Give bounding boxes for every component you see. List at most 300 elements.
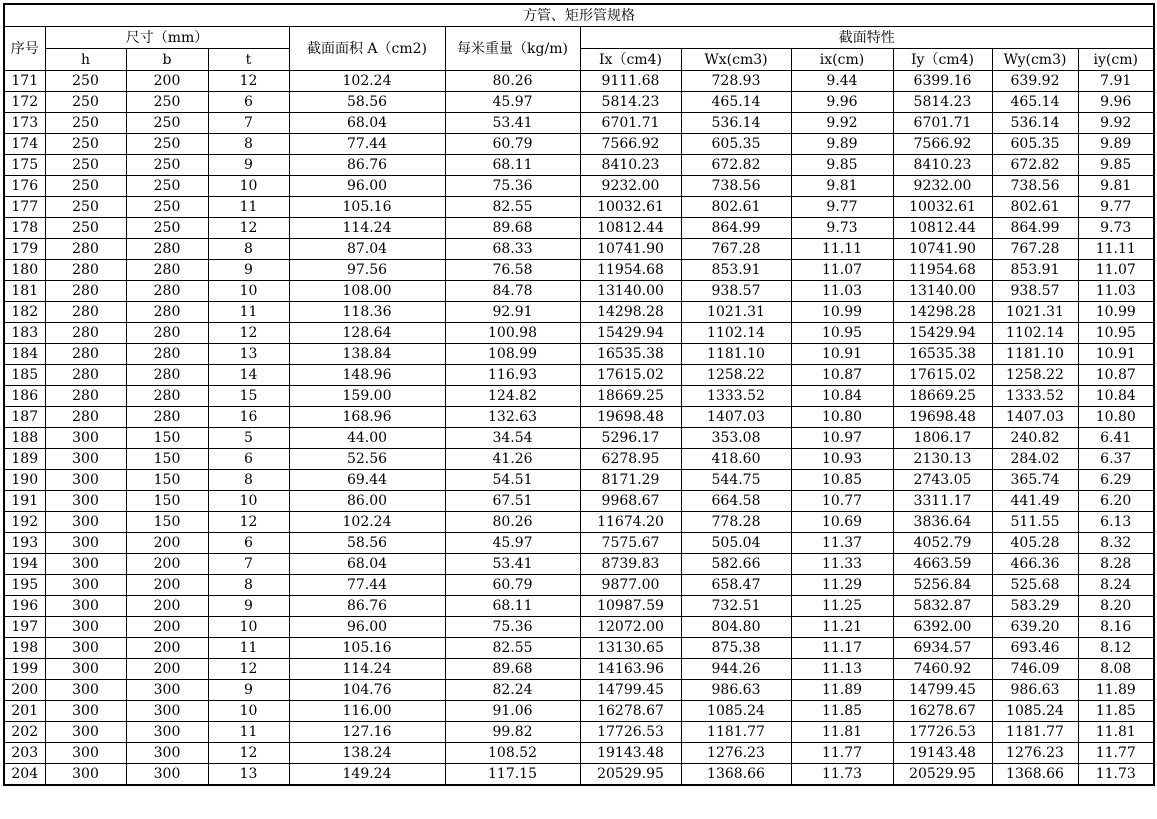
cell-t: 7 [208,113,289,134]
table-row [4,260,1154,281]
cell-b: 150 [126,449,208,470]
cell-b: 280 [126,323,208,344]
cell-h: 250 [45,92,126,113]
cell-ix-radius: 11.25 [791,596,893,617]
cell-iy-radius: 8.28 [1078,554,1154,575]
table-row [4,449,1154,470]
cell-b: 280 [126,365,208,386]
cell-ix-moment: 10741.90 [580,239,681,260]
cell-ix-radius: 10.84 [791,386,893,407]
table-row [4,554,1154,575]
cell-b: 150 [126,512,208,533]
cell-weight: 75.36 [445,176,580,197]
cell-ix-moment: 19143.48 [580,743,681,764]
cell-b: 280 [126,281,208,302]
cell-ix-moment: 17726.53 [580,722,681,743]
cell-h: 280 [45,302,126,323]
cell-weight: 68.11 [445,596,580,617]
cell-ix-moment: 17615.02 [580,365,681,386]
cell-ix-radius: 11.03 [791,281,893,302]
cell-seq: 192 [4,512,45,533]
cell-iy-moment: 16278.67 [893,701,992,722]
cell-wy: 1333.52 [992,386,1078,407]
cell-wy: 1407.03 [992,407,1078,428]
cell-area: 108.00 [289,281,445,302]
cell-iy-moment: 6701.71 [893,113,992,134]
cell-b: 280 [126,302,208,323]
cell-area: 148.96 [289,365,445,386]
cell-t: 11 [208,638,289,659]
cell-area: 96.00 [289,617,445,638]
cell-iy-radius: 10.84 [1078,386,1154,407]
cell-h: 250 [45,176,126,197]
cell-b: 300 [126,680,208,701]
cell-area: 114.24 [289,659,445,680]
cell-weight: 99.82 [445,722,580,743]
cell-iy-radius: 6.29 [1078,470,1154,491]
cell-ix-moment: 10987.59 [580,596,681,617]
cell-wx: 1258.22 [681,365,791,386]
cell-ix-radius: 9.81 [791,176,893,197]
cell-ix-radius: 9.92 [791,113,893,134]
table-row [4,533,1154,554]
cell-area: 77.44 [289,575,445,596]
pipe-spec-table [3,3,1155,786]
table-row [4,617,1154,638]
cell-weight: 60.79 [445,134,580,155]
cell-iy-radius: 11.89 [1078,680,1154,701]
cell-b: 200 [126,659,208,680]
cell-h: 250 [45,155,126,176]
cell-wx: 544.75 [681,470,791,491]
cell-wx: 1276.23 [681,743,791,764]
cell-t: 10 [208,491,289,512]
cell-iy-radius: 8.20 [1078,596,1154,617]
cell-wy: 466.36 [992,554,1078,575]
cell-wx: 778.28 [681,512,791,533]
cell-iy-radius: 11.07 [1078,260,1154,281]
cell-weight: 67.51 [445,491,580,512]
cell-seq: 179 [4,239,45,260]
cell-b: 300 [126,722,208,743]
cell-ix-radius: 10.69 [791,512,893,533]
cell-wy: 465.14 [992,92,1078,113]
cell-ix-radius: 10.93 [791,449,893,470]
cell-iy-radius: 9.92 [1078,113,1154,134]
header-props-group: 截面特性 [580,27,1154,49]
cell-wy: 693.46 [992,638,1078,659]
cell-t: 14 [208,365,289,386]
cell-iy-radius: 10.91 [1078,344,1154,365]
cell-iy-radius: 11.03 [1078,281,1154,302]
cell-ix-radius: 10.99 [791,302,893,323]
cell-b: 250 [126,134,208,155]
table-row [4,407,1154,428]
cell-seq: 203 [4,743,45,764]
cell-h: 250 [45,71,126,92]
cell-iy-moment: 3311.17 [893,491,992,512]
header-wy: Wy(cm3) [992,49,1078,71]
cell-wx: 505.04 [681,533,791,554]
cell-iy-radius: 10.99 [1078,302,1154,323]
header-seq: 序号 [4,27,45,71]
cell-wy: 1181.10 [992,344,1078,365]
cell-ix-radius: 10.91 [791,344,893,365]
cell-ix-moment: 13130.65 [580,638,681,659]
cell-seq: 198 [4,638,45,659]
cell-t: 9 [208,680,289,701]
cell-t: 11 [208,197,289,218]
cell-t: 12 [208,323,289,344]
table-title: 方管、矩形管规格 [4,4,1154,27]
cell-weight: 91.06 [445,701,580,722]
cell-area: 87.04 [289,239,445,260]
cell-area: 102.24 [289,512,445,533]
cell-wx: 658.47 [681,575,791,596]
cell-iy-moment: 17615.02 [893,365,992,386]
cell-wy: 536.14 [992,113,1078,134]
cell-ix-moment: 10032.61 [580,197,681,218]
cell-weight: 82.55 [445,197,580,218]
cell-ix-moment: 14799.45 [580,680,681,701]
cell-seq: 204 [4,764,45,786]
table-row [4,491,1154,512]
cell-wy: 284.02 [992,449,1078,470]
cell-wx: 664.58 [681,491,791,512]
cell-ix-moment: 9111.68 [580,71,681,92]
cell-ix-radius: 11.81 [791,722,893,743]
cell-ix-moment: 12072.00 [580,617,681,638]
cell-wy: 525.68 [992,575,1078,596]
table-row [4,575,1154,596]
cell-weight: 92.91 [445,302,580,323]
cell-wy: 853.91 [992,260,1078,281]
cell-weight: 60.79 [445,575,580,596]
cell-iy-moment: 20529.95 [893,764,992,786]
cell-iy-radius: 9.81 [1078,176,1154,197]
cell-t: 6 [208,449,289,470]
cell-weight: 45.97 [445,533,580,554]
cell-iy-radius: 6.20 [1078,491,1154,512]
cell-h: 280 [45,260,126,281]
cell-h: 300 [45,659,126,680]
cell-ix-radius: 11.85 [791,701,893,722]
cell-iy-moment: 14298.28 [893,302,992,323]
cell-ix-moment: 20529.95 [580,764,681,786]
cell-iy-moment: 2130.13 [893,449,992,470]
cell-weight: 108.52 [445,743,580,764]
cell-b: 200 [126,554,208,575]
table-row [4,134,1154,155]
cell-weight: 89.68 [445,659,580,680]
cell-b: 280 [126,344,208,365]
cell-ix-moment: 7575.67 [580,533,681,554]
cell-t: 8 [208,239,289,260]
cell-t: 13 [208,344,289,365]
cell-wx: 672.82 [681,155,791,176]
cell-seq: 201 [4,701,45,722]
cell-wx: 875.38 [681,638,791,659]
cell-h: 250 [45,113,126,134]
cell-area: 86.00 [289,491,445,512]
table-row [4,365,1154,386]
cell-iy-radius: 11.11 [1078,239,1154,260]
cell-ix-radius: 11.29 [791,575,893,596]
header-size-group: 尺寸（mm） [45,27,289,49]
cell-ix-moment: 11954.68 [580,260,681,281]
table-body [4,71,1154,786]
cell-h: 280 [45,239,126,260]
cell-weight: 68.33 [445,239,580,260]
cell-wy: 938.57 [992,281,1078,302]
cell-iy-moment: 6392.00 [893,617,992,638]
cell-b: 150 [126,491,208,512]
table-row [4,638,1154,659]
cell-wy: 583.29 [992,596,1078,617]
cell-wx: 1333.52 [681,386,791,407]
cell-area: 104.76 [289,680,445,701]
cell-h: 300 [45,470,126,491]
cell-iy-radius: 8.16 [1078,617,1154,638]
cell-seq: 189 [4,449,45,470]
cell-wy: 1021.31 [992,302,1078,323]
cell-seq: 183 [4,323,45,344]
cell-wx: 864.99 [681,218,791,239]
header-iy-moment: Iy（cm4) [893,49,992,71]
cell-wx: 1407.03 [681,407,791,428]
cell-ix-moment: 19698.48 [580,407,681,428]
header-ix-radius: ix(cm) [791,49,893,71]
cell-seq: 191 [4,491,45,512]
cell-seq: 195 [4,575,45,596]
cell-iy-radius: 9.89 [1078,134,1154,155]
cell-wy: 1276.23 [992,743,1078,764]
cell-area: 105.16 [289,638,445,659]
cell-h: 300 [45,596,126,617]
cell-ix-radius: 11.73 [791,764,893,786]
cell-h: 300 [45,428,126,449]
table-row [4,281,1154,302]
cell-ix-moment: 16535.38 [580,344,681,365]
cell-weight: 53.41 [445,554,580,575]
cell-wx: 732.51 [681,596,791,617]
cell-area: 97.56 [289,260,445,281]
cell-wx: 767.28 [681,239,791,260]
cell-seq: 186 [4,386,45,407]
cell-h: 300 [45,533,126,554]
cell-t: 12 [208,71,289,92]
cell-iy-moment: 5832.87 [893,596,992,617]
cell-h: 280 [45,344,126,365]
cell-wy: 746.09 [992,659,1078,680]
cell-weight: 75.36 [445,617,580,638]
cell-ix-moment: 6278.95 [580,449,681,470]
cell-iy-radius: 11.81 [1078,722,1154,743]
table-row [4,722,1154,743]
table-row [4,344,1154,365]
cell-seq: 181 [4,281,45,302]
cell-area: 102.24 [289,71,445,92]
cell-t: 16 [208,407,289,428]
cell-area: 138.24 [289,743,445,764]
cell-t: 15 [208,386,289,407]
cell-iy-radius: 11.85 [1078,701,1154,722]
cell-wx: 853.91 [681,260,791,281]
cell-ix-moment: 8410.23 [580,155,681,176]
cell-area: 118.36 [289,302,445,323]
cell-iy-moment: 10812.44 [893,218,992,239]
cell-ix-radius: 10.77 [791,491,893,512]
cell-b: 250 [126,92,208,113]
cell-ix-moment: 8739.83 [580,554,681,575]
header-ix-moment: Ix（cm4) [580,49,681,71]
cell-t: 10 [208,281,289,302]
cell-area: 105.16 [289,197,445,218]
cell-weight: 132.63 [445,407,580,428]
cell-iy-moment: 4663.59 [893,554,992,575]
cell-iy-radius: 8.24 [1078,575,1154,596]
cell-weight: 84.78 [445,281,580,302]
cell-iy-moment: 17726.53 [893,722,992,743]
cell-iy-moment: 10032.61 [893,197,992,218]
cell-iy-moment: 8410.23 [893,155,992,176]
cell-h: 300 [45,638,126,659]
cell-weight: 80.26 [445,71,580,92]
cell-wx: 418.60 [681,449,791,470]
cell-seq: 174 [4,134,45,155]
cell-iy-radius: 11.73 [1078,764,1154,786]
cell-ix-radius: 9.44 [791,71,893,92]
table-row [4,470,1154,491]
cell-b: 200 [126,575,208,596]
cell-iy-moment: 7460.92 [893,659,992,680]
cell-wy: 1181.77 [992,722,1078,743]
cell-t: 12 [208,512,289,533]
cell-b: 200 [126,617,208,638]
cell-ix-radius: 11.13 [791,659,893,680]
cell-t: 12 [208,743,289,764]
cell-area: 68.04 [289,554,445,575]
cell-ix-radius: 11.77 [791,743,893,764]
cell-iy-moment: 7566.92 [893,134,992,155]
table-row [4,323,1154,344]
cell-b: 250 [126,176,208,197]
cell-iy-moment: 18669.25 [893,386,992,407]
cell-seq: 185 [4,365,45,386]
cell-wx: 1181.77 [681,722,791,743]
cell-b: 150 [126,428,208,449]
cell-iy-radius: 9.85 [1078,155,1154,176]
cell-iy-radius: 8.08 [1078,659,1154,680]
cell-wx: 1368.66 [681,764,791,786]
cell-wx: 944.26 [681,659,791,680]
cell-ix-radius: 9.85 [791,155,893,176]
cell-area: 69.44 [289,470,445,491]
cell-ix-moment: 5296.17 [580,428,681,449]
cell-iy-moment: 10741.90 [893,239,992,260]
cell-ix-radius: 9.73 [791,218,893,239]
cell-iy-radius: 7.91 [1078,71,1154,92]
cell-iy-radius: 6.41 [1078,428,1154,449]
cell-ix-moment: 16278.67 [580,701,681,722]
cell-ix-moment: 8171.29 [580,470,681,491]
cell-t: 6 [208,533,289,554]
cell-ix-radius: 11.37 [791,533,893,554]
cell-weight: 54.51 [445,470,580,491]
cell-weight: 41.26 [445,449,580,470]
cell-h: 300 [45,449,126,470]
cell-t: 5 [208,428,289,449]
cell-h: 300 [45,512,126,533]
cell-seq: 171 [4,71,45,92]
cell-wy: 1368.66 [992,764,1078,786]
table-row [4,596,1154,617]
header-area: 截面面积 A（cm2) [289,27,445,71]
cell-wx: 1181.10 [681,344,791,365]
cell-t: 12 [208,218,289,239]
cell-seq: 197 [4,617,45,638]
cell-weight: 89.68 [445,218,580,239]
cell-weight: 108.99 [445,344,580,365]
cell-t: 9 [208,260,289,281]
cell-b: 280 [126,239,208,260]
cell-area: 159.00 [289,386,445,407]
header-iy-radius: iy(cm) [1078,49,1154,71]
cell-seq: 193 [4,533,45,554]
cell-iy-radius: 8.32 [1078,533,1154,554]
cell-b: 200 [126,596,208,617]
cell-wx: 605.35 [681,134,791,155]
cell-wy: 738.56 [992,176,1078,197]
cell-ix-radius: 11.07 [791,260,893,281]
cell-wy: 802.61 [992,197,1078,218]
cell-weight: 116.93 [445,365,580,386]
cell-seq: 177 [4,197,45,218]
cell-area: 116.00 [289,701,445,722]
cell-ix-moment: 5814.23 [580,92,681,113]
cell-h: 300 [45,491,126,512]
cell-iy-radius: 9.77 [1078,197,1154,218]
cell-ix-moment: 14298.28 [580,302,681,323]
cell-iy-moment: 9232.00 [893,176,992,197]
cell-seq: 199 [4,659,45,680]
cell-iy-moment: 6399.16 [893,71,992,92]
cell-wx: 1085.24 [681,701,791,722]
cell-iy-moment: 19143.48 [893,743,992,764]
cell-wy: 767.28 [992,239,1078,260]
cell-b: 280 [126,260,208,281]
cell-wx: 353.08 [681,428,791,449]
cell-area: 44.00 [289,428,445,449]
cell-ix-radius: 9.96 [791,92,893,113]
cell-wy: 240.82 [992,428,1078,449]
cell-b: 150 [126,470,208,491]
cell-ix-moment: 9877.00 [580,575,681,596]
cell-h: 250 [45,134,126,155]
cell-b: 300 [126,743,208,764]
cell-t: 8 [208,134,289,155]
cell-b: 200 [126,533,208,554]
cell-t: 10 [208,176,289,197]
cell-wx: 804.80 [681,617,791,638]
cell-t: 11 [208,302,289,323]
cell-seq: 182 [4,302,45,323]
cell-b: 250 [126,113,208,134]
cell-iy-moment: 2743.05 [893,470,992,491]
cell-ix-moment: 18669.25 [580,386,681,407]
cell-seq: 173 [4,113,45,134]
table-row [4,113,1154,134]
